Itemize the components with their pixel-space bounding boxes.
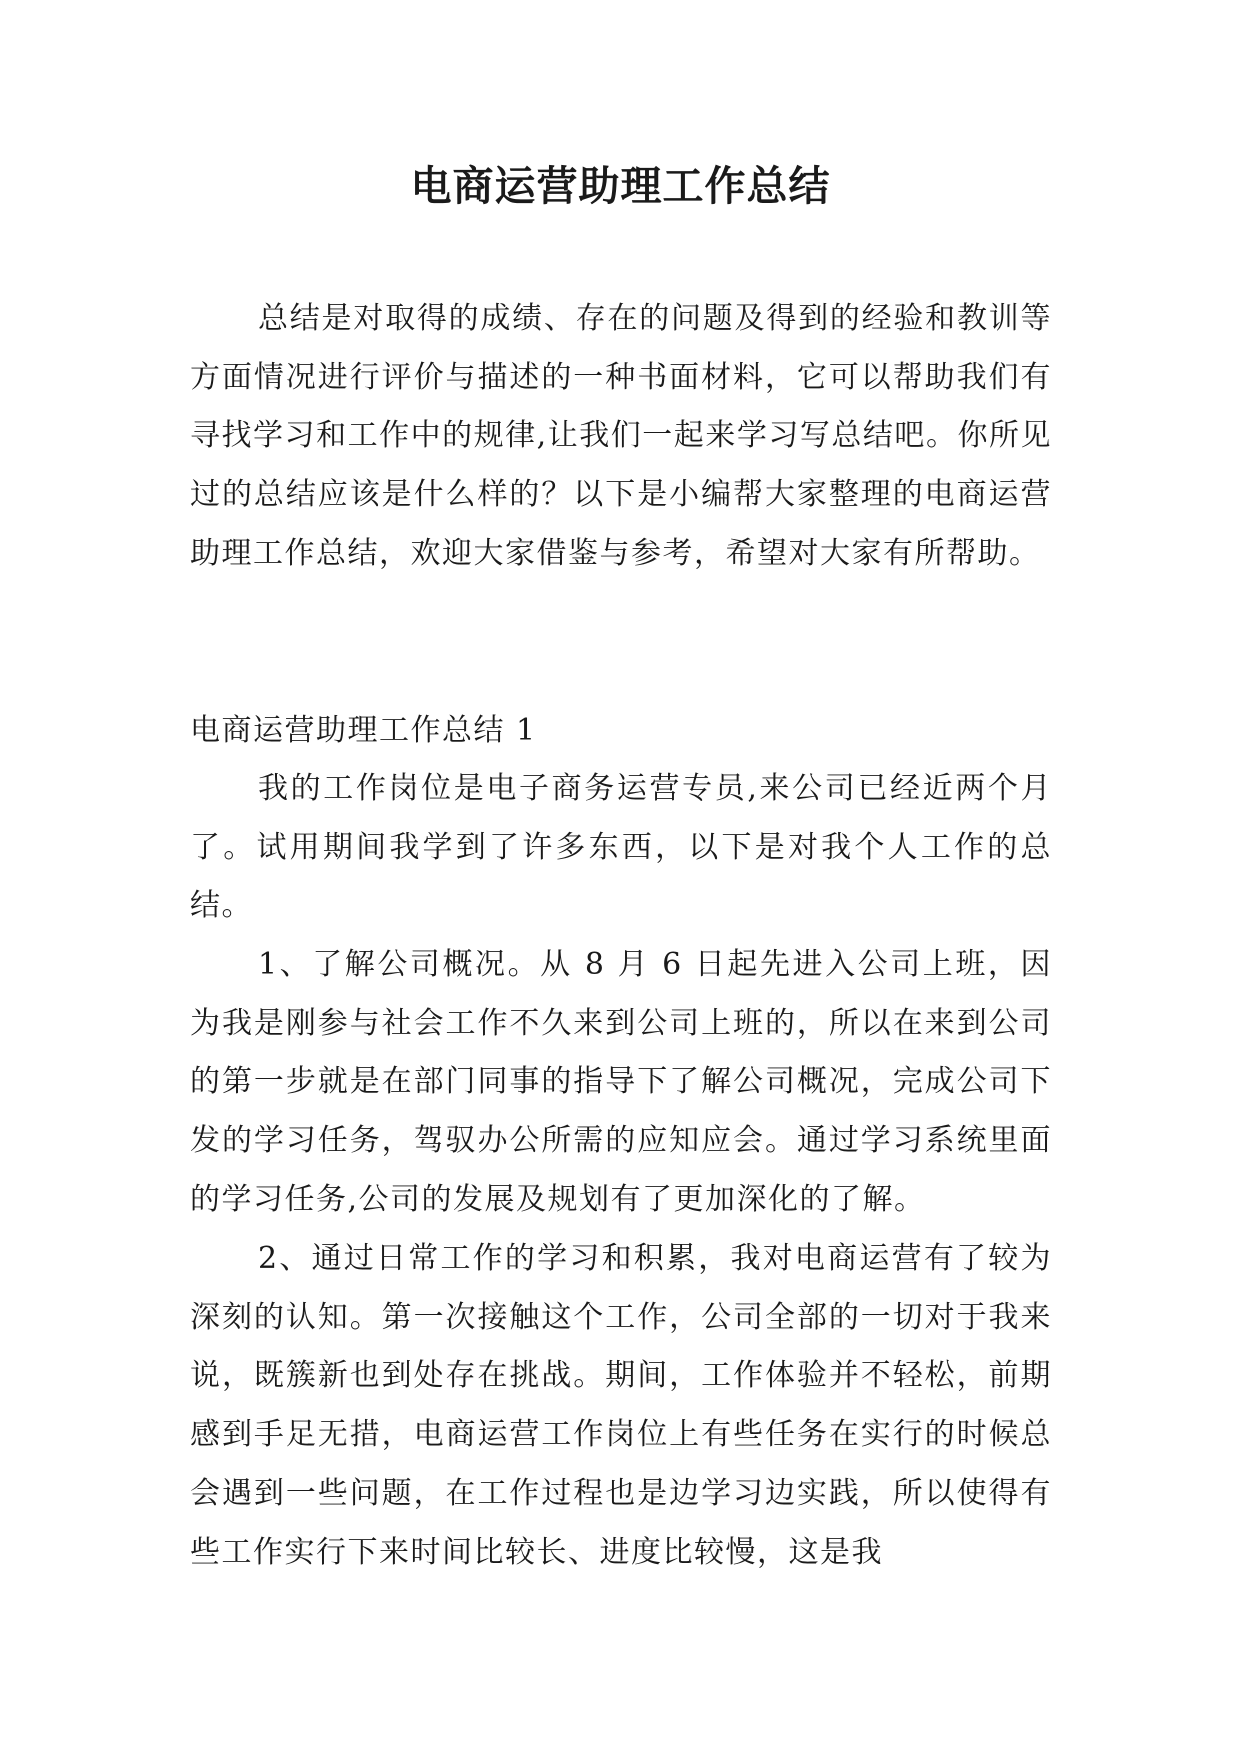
body-paragraph: 2、通过日常工作的学习和积累，我对电商运营有了较为深刻的认知。第一次接触这个工作，公司全部的一切对于我来说，既簇新也到处存在挑战。期间，工作体验并不轻松，前期感到手足无措，电商运营工作岗位上有些任务在实行的时候总会遇到一些问题，在工作过程也是边学习边实践，所以使得有些工作实行下来时间比较长、进度比较慢，这是我 [190,1241,1052,1570]
body-paragraph: 1、了解公司概况。从 8 月 6 日起先进入公司上班，因为我是刚参与社会工作不久来到公司上班的，所以在来到公司的第一步就是在部门同事的指导下了解公司概况，完成公司下发的学习任务，驾驭办公所需的应知应会。通过学习系统里面的学习任务,公司的发展及规划有了更加深化的了解。 [190,947,1052,1217]
body-paragraph: 我的工作岗位是电子商务运营专员,来公司已经近两个月了。试用期间我学到了许多东西，以下是对我个人工作的总结。 [190,771,1052,924]
document-title: 电商运营助理工作总结 [410,162,831,210]
intro-paragraph: 总结是对取得的成绩、存在的问题及得到的经验和教训等方面情况进行评价与描述的一种书面材料，它可以帮助我们有寻找学习和工作中的规律,让我们一起来学习写总结吧。你所见过的总结应该是什么样的？以下是小编帮大家整理的电商运营助理工作总结，欢迎大家借鉴与参考，希望对大家有所帮助。 [190,301,1052,571]
section-heading: 电商运营助理工作总结 1 [190,713,537,748]
